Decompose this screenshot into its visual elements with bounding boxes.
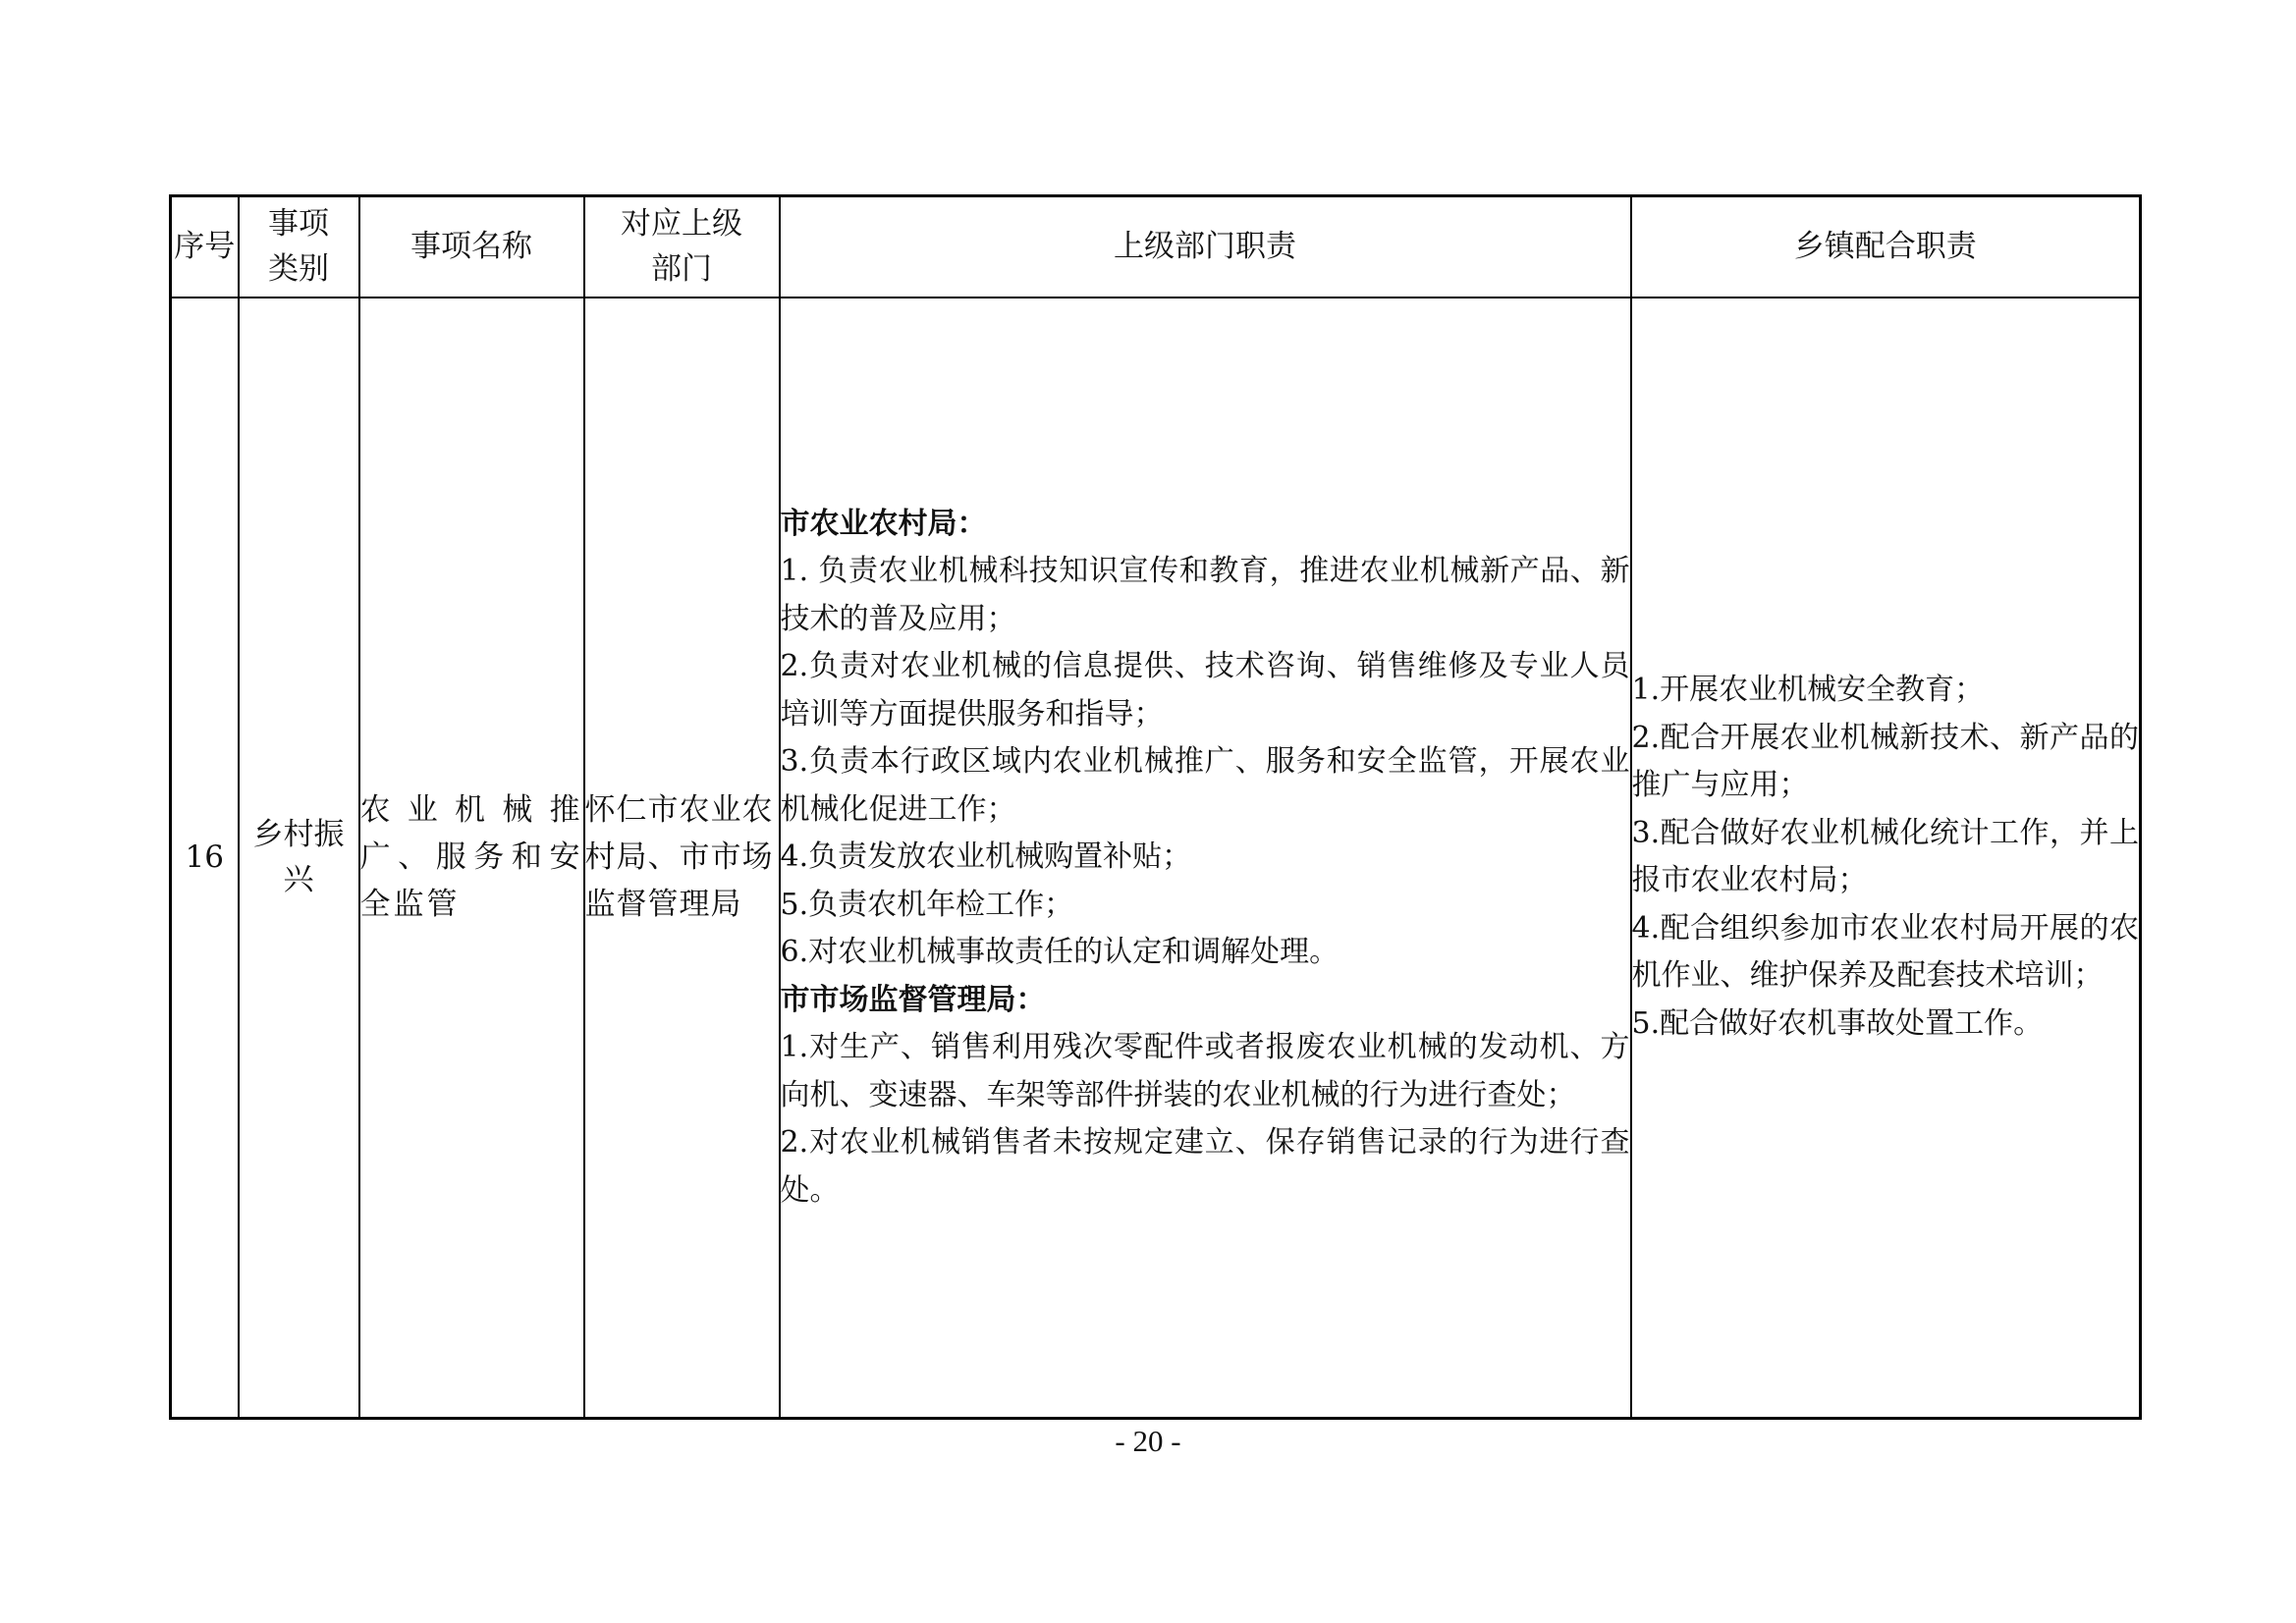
cell-seq: 16	[171, 298, 239, 1419]
town-duty-item: 4.配合组织参加市农业农村局开展的农机作业、维护保养及配套技术培训；	[1631, 910, 2139, 994]
duty-table	[169, 194, 2142, 1420]
upper-duty-heading: 市农业农村局：	[780, 506, 987, 541]
upper-duty-item: 6.对农业机械事故责任的认定和调解处理。	[780, 935, 1339, 969]
cell-town-duty	[1631, 298, 2141, 1419]
cell-category: 乡村振兴	[239, 298, 359, 1419]
header-category: 事项类别	[239, 196, 359, 298]
cell-upper-duty	[780, 298, 1631, 1419]
upper-duty-item: 5.负责农机年检工作；	[780, 887, 1074, 922]
town-duty-item: 1.开展农业机械安全教育；	[1631, 673, 1985, 708]
upper-duty-item: 2.对农业机械销售者未按规定建立、保存销售记录的行为进行查处。	[780, 1125, 1630, 1208]
header-name: 事项名称	[359, 196, 584, 298]
cell-item-name: 农业机械推广、服务和安全监管	[359, 298, 584, 1419]
town-duty-item: 2.配合开展农业机械新技术、新产品的推广与应用；	[1631, 720, 2139, 803]
header-row	[171, 196, 2141, 298]
header-seq: 序号	[171, 196, 239, 298]
header-dept: 对应上级部门	[584, 196, 780, 298]
cell-superior-dept: 怀仁市农业农村局、市市场监督管理局	[584, 298, 780, 1419]
town-duty-item: 5.配合做好农机事故处置工作。	[1631, 1005, 2044, 1041]
header-town-duty: 乡镇配合职责	[1631, 196, 2141, 298]
upper-duty-item: 1. 负责农业机械科技知识宣传和教育，推进农业机械新产品、新技术的普及应用；	[780, 554, 1630, 636]
table-row	[171, 298, 2141, 1419]
upper-duty-item: 1.对生产、销售利用残次零配件或者报废农业机械的发动机、方向机、变速器、车架等部件拼装的农业机械的行为进行查处；	[780, 1030, 1630, 1112]
upper-duty-heading: 市市场监督管理局：	[780, 982, 1046, 1017]
page-number: - 20 -	[1115, 1424, 1181, 1458]
upper-duty-item: 3.负责本行政区域内农业机械推广、服务和安全监管，开展农业机械化促进工作；	[780, 744, 1630, 827]
town-duty-item: 3.配合做好农业机械化统计工作，并上报市农业农村局；	[1631, 815, 2139, 898]
upper-duty-item: 2.负责对农业机械的信息提供、技术咨询、销售维修及专业人员培训等方面提供服务和指导；	[780, 649, 1630, 731]
header-upper-duty: 上级部门职责	[780, 196, 1631, 298]
upper-duty-item: 4.负责发放农业机械购置补贴；	[780, 839, 1192, 874]
